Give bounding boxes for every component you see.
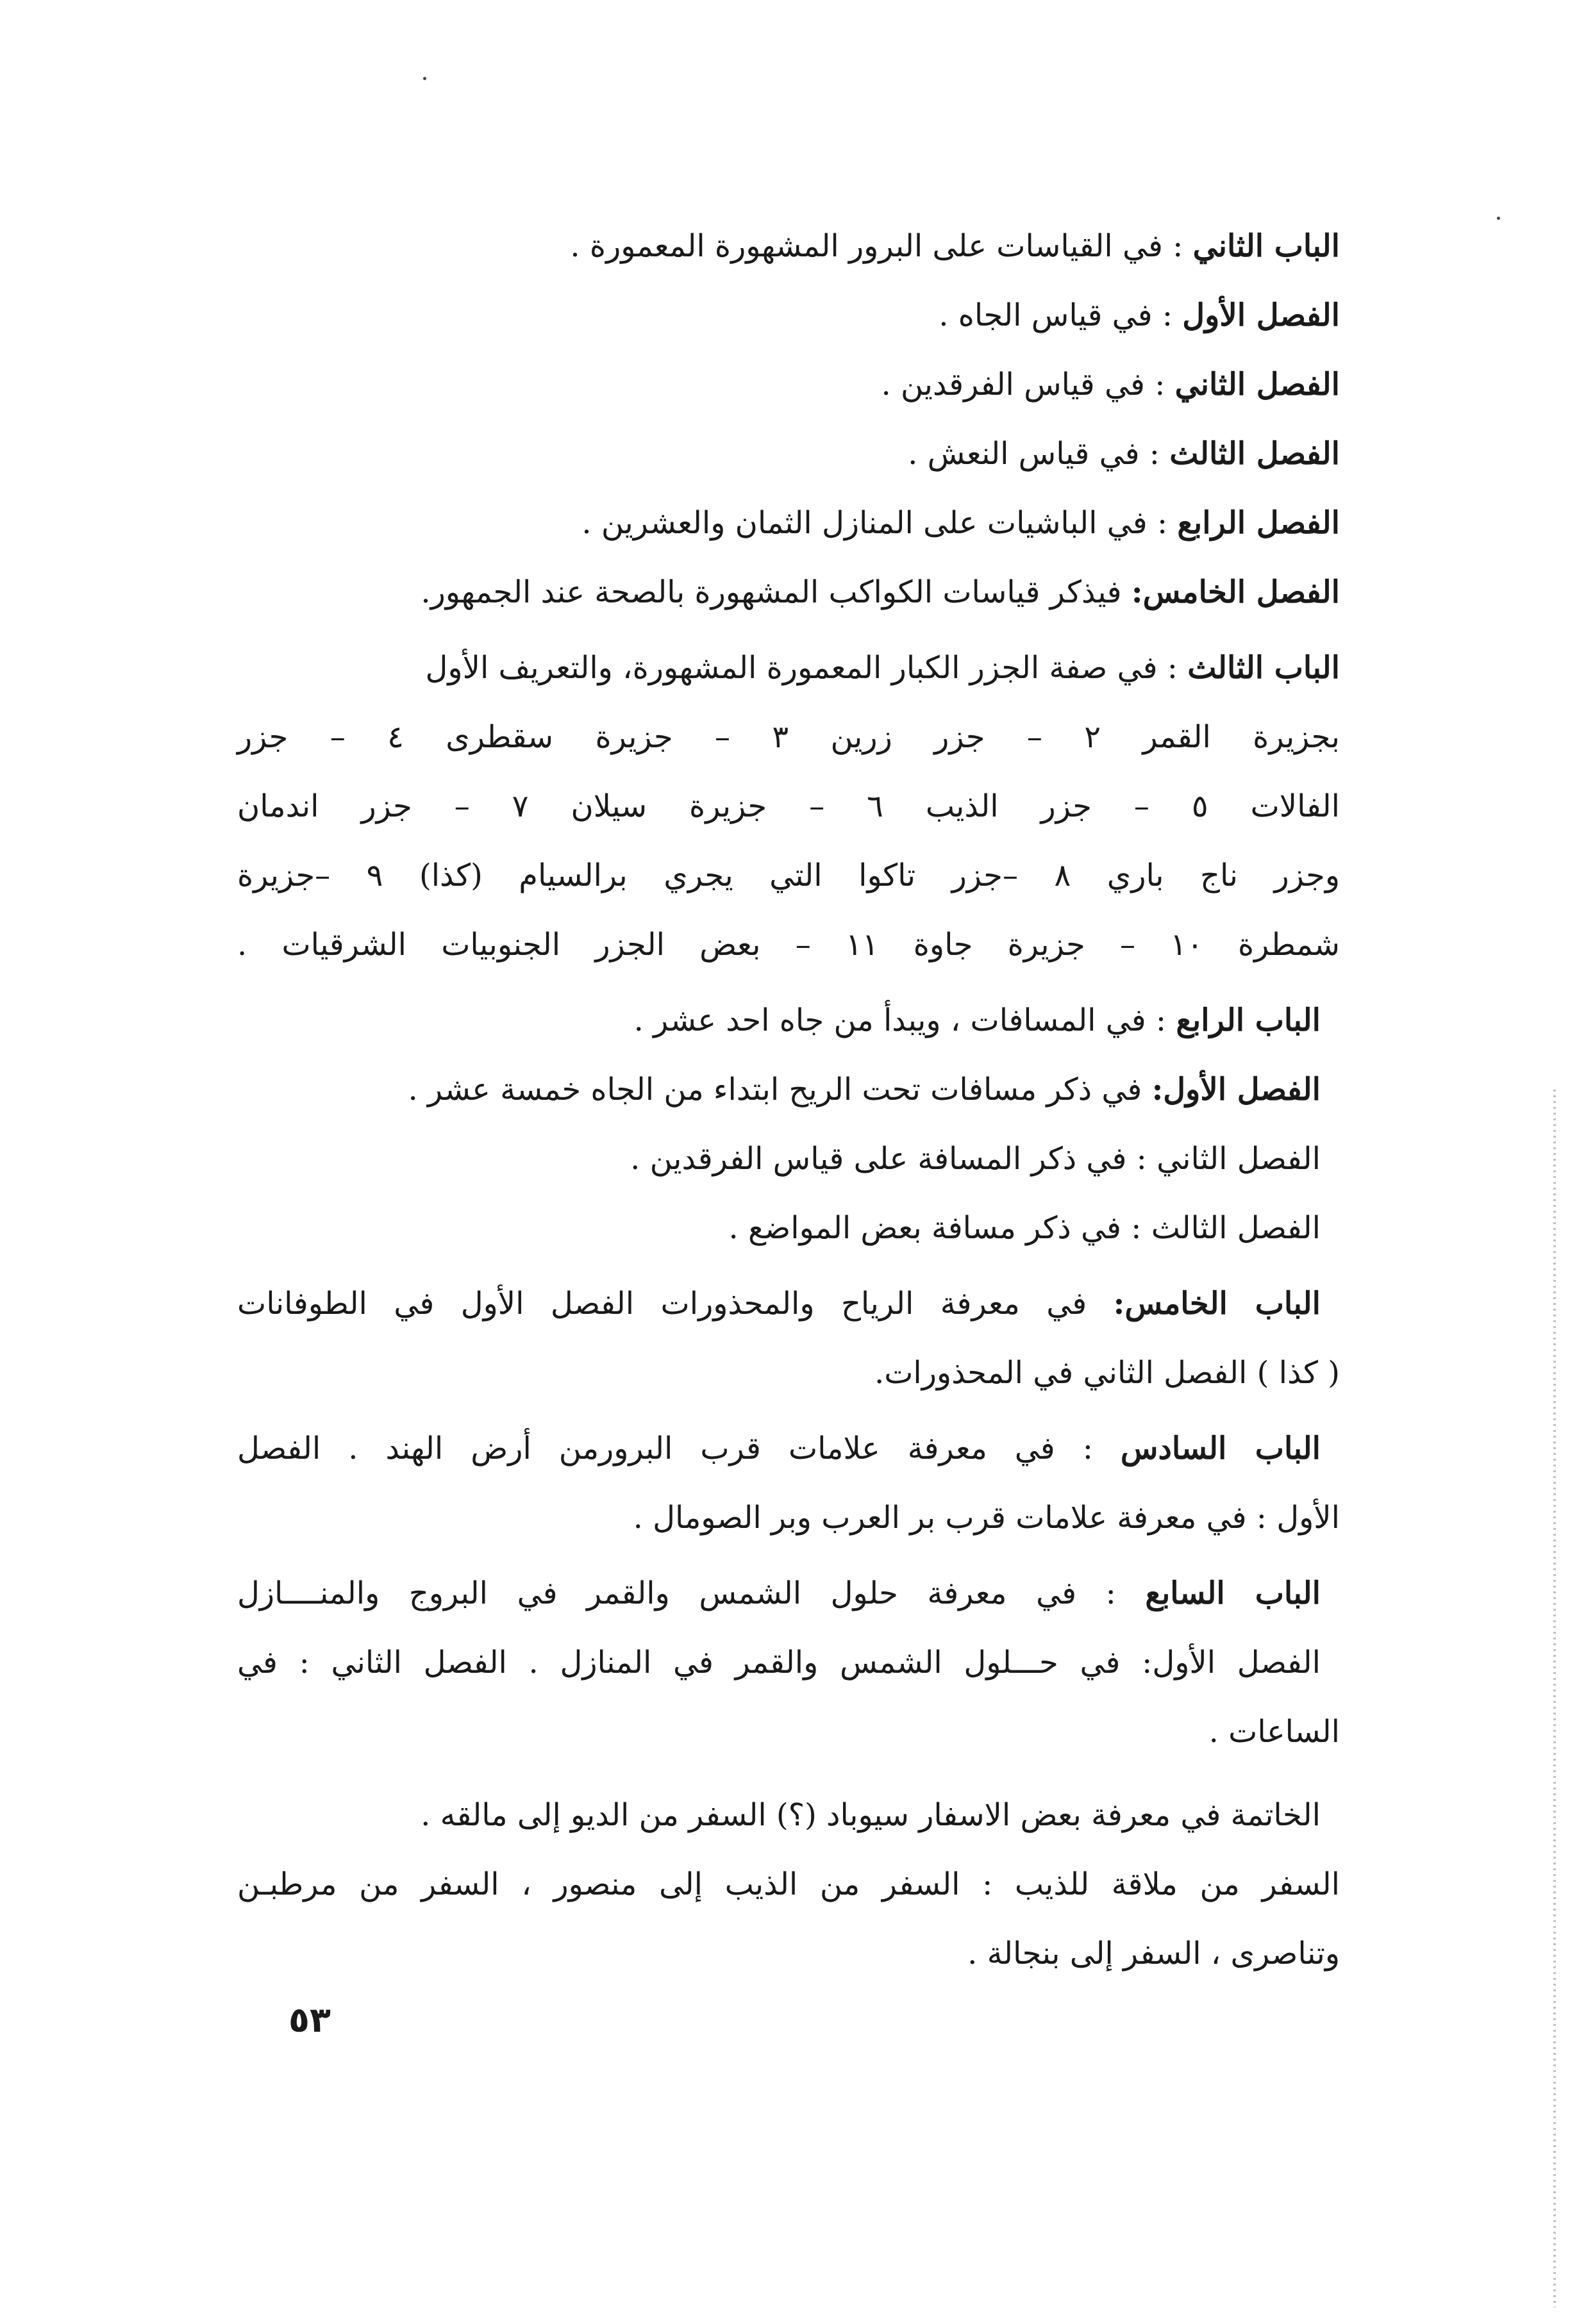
section-label: الفصل الثاني — [1174, 367, 1340, 403]
text-line: ( كذا ) الفصل الثاني في المحذورات. — [874, 1355, 1340, 1391]
section-label: الفصل الأول: — [1151, 1072, 1321, 1108]
chapter-label: الباب الرابع — [1176, 1002, 1321, 1038]
section-title: : في قياس النعش . — [908, 436, 1170, 472]
chapter-heading-line — [237, 1414, 1340, 1483]
table-of-contents-text — [237, 212, 1340, 1988]
text-line: شمطرة ١٠ – جزيرة جاوة ١١ – بعض الجزر الجنوبيات الشرقيات . — [237, 927, 1340, 963]
text-line: الأول : في معرفة علامات قرب بر العرب وبر الصومال . — [633, 1500, 1340, 1536]
chapter-title: : في المسافات ، ويبدأ من جاه احد عشر . — [633, 1002, 1176, 1038]
section-label: الفصل الخامس: — [1131, 574, 1340, 610]
chapter-heading-line — [237, 633, 1340, 702]
section-line — [237, 1628, 1340, 1697]
section-line — [237, 558, 1340, 627]
chapter-3-block — [237, 633, 1340, 979]
section-label: الفصل الثالث — [1169, 436, 1340, 472]
chapter-5-block — [237, 1269, 1340, 1407]
chapter-heading-line — [237, 1559, 1340, 1628]
section-title: : في الباشيات على المنازل الثمان والعشرين . — [581, 505, 1178, 541]
conclusion-block — [237, 1780, 1340, 1988]
text-line: الخاتمة في معرفة بعض الاسفار سيوباد (؟) السفر من الديو إلى مالقه . — [421, 1797, 1321, 1833]
text-line: وتناصرى ، السفر إلى بنجالة . — [967, 1936, 1340, 1971]
chapter-label: الباب الثالث — [1187, 650, 1340, 686]
chapter-heading-line — [237, 1269, 1340, 1338]
text-line: وجزر ناج باري ٨ –جزر تاكوا التي يجري برالسيام (كذا) ٩ –جزيرة — [237, 858, 1340, 893]
section-title: : في قياس الجاه . — [939, 297, 1183, 333]
section-title: : في ذكر المسافة على قياس الفرقدين . — [630, 1141, 1157, 1177]
section-line — [237, 1124, 1340, 1193]
chapter-7-block — [237, 1559, 1340, 1766]
section-title: : في قياس الفرقدين . — [881, 367, 1175, 403]
section-line — [237, 488, 1340, 558]
chapter-title: : في صفة الجزر الكبار المعمورة المشهورة، والتعريف الأول — [425, 650, 1188, 686]
chapter-title: : في القياسات على البرور المشهورة المعمورة . — [570, 228, 1193, 264]
section-label: الفصل الثاني — [1157, 1141, 1321, 1177]
spacer — [237, 627, 1340, 633]
section-line — [237, 1193, 1340, 1263]
spacer — [237, 979, 1340, 986]
text-line: الفالات ٥ – جزر الذيب ٦ – جزيرة سيلان ٧ – جزر اندمان — [237, 788, 1340, 824]
chapter-4-block — [237, 986, 1340, 1263]
chapter-heading-line — [237, 986, 1340, 1055]
section-line — [237, 1055, 1340, 1124]
section-line — [237, 419, 1340, 488]
section-label: الفصل الرابع — [1177, 505, 1340, 541]
section-label: الفصل الثالث — [1151, 1210, 1321, 1246]
scan-speck — [423, 77, 426, 80]
text-line: بجزيرة القمر ٢ – جزر زرين ٣ – جزيرة سقطرى ٤ – جزر — [237, 719, 1340, 755]
chapter-title: : في معرفة علامات قرب البرورمن أرض الهند . الفصل — [237, 1431, 1121, 1466]
page-number: ٥٣ — [288, 2000, 331, 2040]
chapter-label: الباب الثاني — [1192, 228, 1340, 264]
chapter-6-block — [237, 1414, 1340, 1552]
section-line — [237, 281, 1340, 350]
section-title: فيذكر قياسات الكواكب المشهورة بالصحة عند الجمهور. — [421, 574, 1132, 610]
spacer — [237, 1263, 1340, 1269]
chapter-heading-line — [237, 212, 1340, 281]
chapter-2-block — [237, 212, 1340, 627]
section-line — [237, 350, 1340, 419]
scan-edge-mark — [1553, 1090, 1556, 2307]
section-title: في حـــلول الشمس والقمر في المنازل . الفصل الثاني : في — [237, 1645, 1142, 1681]
scan-speck — [1497, 217, 1500, 220]
chapter-title: : في معرفة حلول الشمس والقمر في البروج والمنــــازل — [237, 1575, 1146, 1611]
text-line: الساعات . — [1208, 1714, 1340, 1750]
text-line: السفر من ملاقة للذيب : السفر من الذيب إلى منصور ، السفر من مرطبـن — [237, 1866, 1340, 1902]
section-title: في ذكر مسافات تحت الريح ابتداء من الجاه خمسة عشر . — [408, 1072, 1152, 1108]
chapter-label: الباب الخامس: — [1113, 1286, 1321, 1322]
section-label: الفصل الأول — [1182, 297, 1340, 333]
chapter-label: الباب السابع — [1145, 1575, 1321, 1611]
spacer — [237, 1552, 1340, 1559]
chapter-label: الباب السادس — [1120, 1431, 1321, 1466]
section-title: : في ذكر مسافة بعض المواضع . — [728, 1210, 1151, 1246]
chapter-title: في معرفة الرياح والمحذورات الفصل الأول في الطوفانات — [237, 1286, 1114, 1322]
section-label: الفصل الأول: — [1142, 1645, 1321, 1681]
spacer — [237, 1407, 1340, 1414]
spacer — [237, 1766, 1340, 1780]
